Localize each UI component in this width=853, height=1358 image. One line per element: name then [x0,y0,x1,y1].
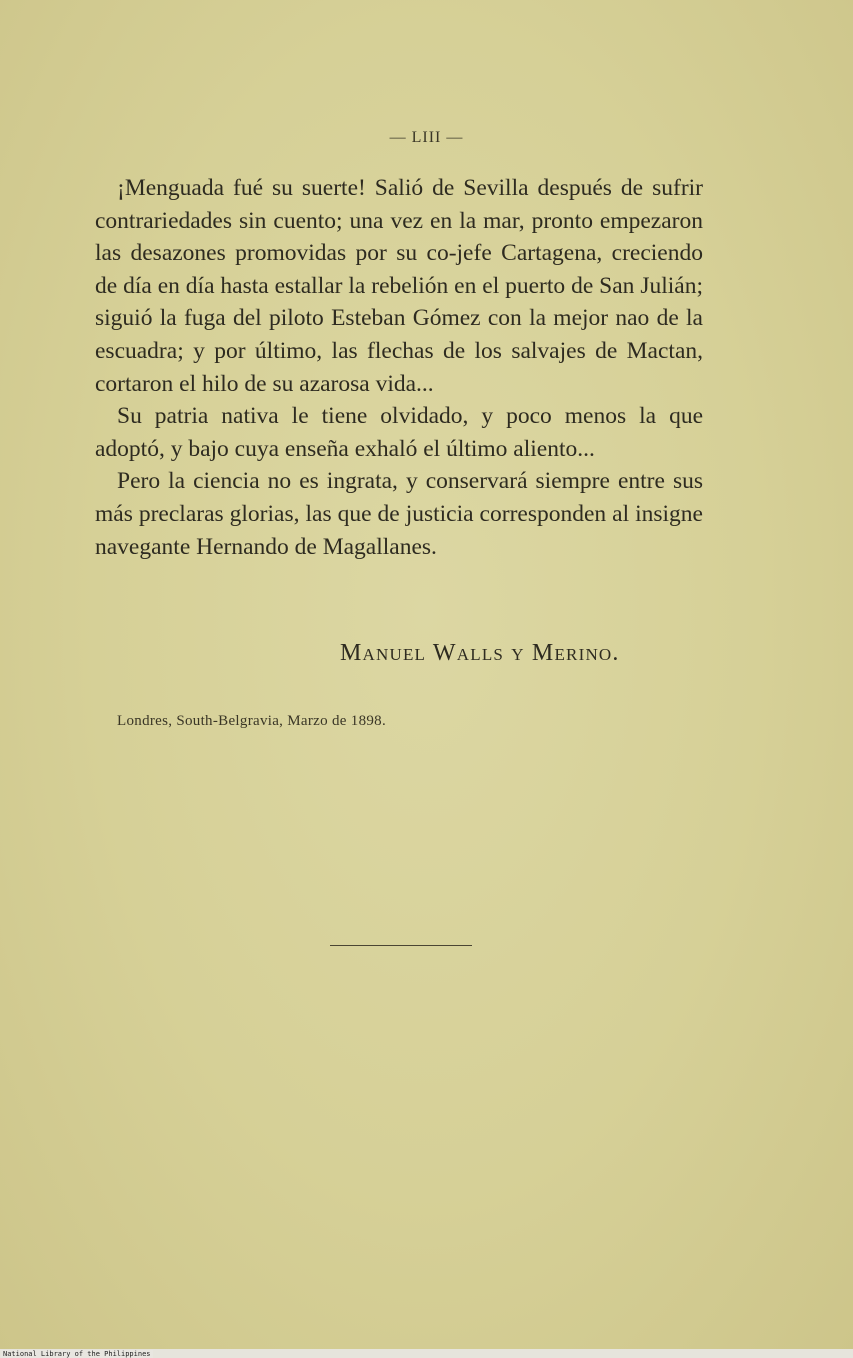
author-signature: Manuel Walls y Merino. [340,640,620,666]
library-credit: National Library of the Philippines [3,1350,151,1358]
paragraph: Su patria nativa le tiene olvidado, y poco menos la que adoptó, y bajo cuya enseña exhaló el último aliento... [95,403,703,462]
paragraph: Pero la ciencia no es ingrata, y conservará siempre entre sus más preclaras glorias, las que de justicia corresponden al insigne navegante Hernando de Magallanes. [95,468,703,560]
main-text [95,172,703,563]
page-number-header: — LIII — [389,129,464,146]
paragraph: ¡Menguada fué su suerte! Salió de Sevilla después de sufrir contrariedades sin cuento; una vez en la mar, pronto empezaron las desazones promovidas por su co-jefe Cartagena, creciendo de día en día hasta estallar la rebelión en el puerto de San Julián; siguió la fuga del piloto Esteban Gómez con la mejor nao de la escuadra; y por último, las flechas de los salvajes de Mactan, cortaron el hilo de su azarosa vida... [95,175,703,397]
dateline: Londres, South-Belgravia, Marzo de 1898. [117,713,387,729]
divider-rule [330,945,472,946]
